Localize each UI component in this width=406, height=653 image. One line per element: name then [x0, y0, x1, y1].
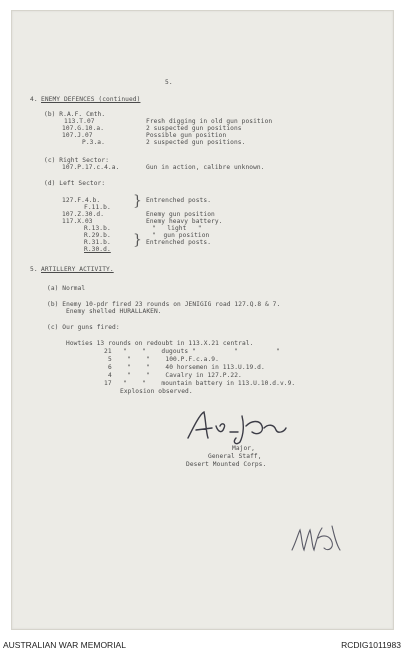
section-5c-row: 17 " " mountain battery in 113.U.10.d.v.9.: [104, 380, 296, 387]
section-4d-desc: Enemy heavy battery.: [146, 218, 223, 225]
section-5c-row: 6 " " 40 horsemen in 113.U.19.d.: [108, 364, 265, 371]
section-5b-line2: Enemy shelled HURALLAKEN.: [66, 308, 162, 315]
section-4d-ref: R.29.b.: [84, 232, 111, 239]
section-5b-line1: (b) Enemy 10-pdr fired 23 rounds on JENIGIG road 127.Q.8 & 7.: [47, 301, 281, 308]
section-4b-desc: 2 suspected gun positions.: [146, 139, 246, 146]
section-5c-row: 4 " " Cavalry in 127.P.22.: [108, 372, 242, 379]
section-5c-row: 21 " " dugouts " " ": [104, 348, 280, 355]
section-4d-label: (d) Left Sector:: [44, 180, 106, 187]
section-4d-desc: Entrenched posts.: [146, 197, 212, 204]
signatory-corps: Desert Mounted Corps.: [186, 461, 267, 468]
section-4d-ref: 127.F.4.b.: [62, 197, 101, 204]
section-4-heading: ENEMY DEFENCES (continued): [41, 96, 141, 103]
section-4d-desc: " gun position: [152, 232, 210, 239]
section-4c-label: (c) Right Sector:: [44, 157, 110, 164]
section-5-number: 5.: [30, 266, 38, 273]
section-4b-desc: Possible gun position: [146, 132, 227, 139]
section-4d-desc: Entrenched posts.: [146, 239, 212, 246]
section-4b-ref: 107.G.10.a.: [62, 125, 105, 132]
footer-archive-name: AUSTRALIAN WAR MEMORIAL: [3, 640, 126, 650]
section-4b-ref: 113.T.07: [64, 118, 95, 125]
section-4d-ref: 117.X.03: [62, 218, 93, 225]
section-4d-ref: R.13.b.: [84, 225, 111, 232]
section-4b-desc: 2 suspected gun positions: [146, 125, 242, 132]
section-4d-ref: F.11.b.: [84, 204, 111, 211]
section-4b-ref: 107.J.07: [62, 132, 93, 139]
section-5c-label: (c) Our guns fired:: [47, 324, 120, 331]
footer-record-id: RCDIG1011983: [341, 640, 401, 650]
section-5c-row: Explosion observed.: [120, 388, 193, 395]
page-number: 5.: [165, 79, 173, 86]
section-4d-ref: 107.Z.30.d.: [62, 211, 105, 218]
section-4b-desc: Fresh digging in old gun position: [146, 118, 273, 125]
section-4d-ref: R.30.d.: [84, 246, 111, 253]
signatory-staff: General Staff,: [208, 453, 262, 460]
section-4d-desc: Enemy gun position: [146, 211, 215, 218]
section-4d-desc: " light ": [152, 225, 202, 232]
section-4-number: 4.: [30, 96, 38, 103]
brace: }: [133, 193, 142, 209]
section-4c-desc: Gun in action, calibre unknown.: [146, 164, 265, 171]
section-4b-ref: P.3.a.: [82, 139, 105, 146]
section-4c-ref: 107.P.17.c.4.a.: [62, 164, 120, 171]
section-4b-label: (b) R.A.F. Cmth.: [44, 111, 106, 118]
section-5-heading: ARTILLERY ACTIVITY.: [41, 266, 114, 273]
signatory-rank: Major,: [232, 445, 255, 452]
section-5a: (a) Normal: [47, 285, 86, 292]
brace: }: [133, 232, 142, 248]
handwritten-initials: [288, 516, 346, 562]
archive-footer: [0, 636, 406, 653]
section-5c-row: 5 " " 100.P.F.c.a.9.: [108, 356, 219, 363]
section-4d-ref: R.31.b.: [84, 239, 111, 246]
section-5c-row: Howties 13 rounds on redoubt in 113.X.21 central.: [66, 340, 254, 347]
